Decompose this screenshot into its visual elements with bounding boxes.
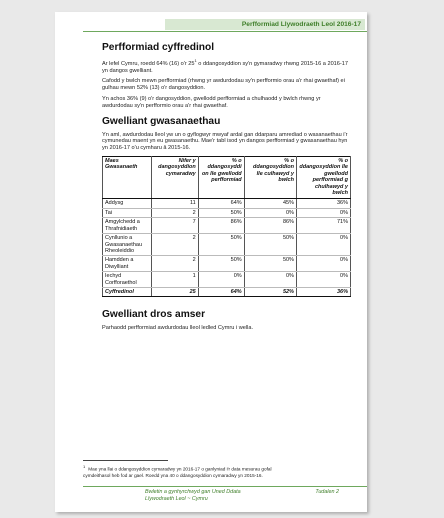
service-performance-table (102, 156, 351, 297)
footnote-rule (83, 460, 168, 461)
cell-narrowed: 50% (244, 234, 296, 256)
cell-improved: 50% (198, 256, 244, 272)
cell-improved: 50% (198, 208, 244, 217)
cell-count: 2 (152, 234, 198, 256)
cell-service: Amgylchedd a Thrafnidiaeth (103, 218, 152, 234)
paragraph-text: Ar lefel Cymru, roedd 64% (16) o'r 25 (102, 60, 195, 67)
cell-improved: 0% (198, 272, 244, 288)
footer-publisher-line-2: Llywodraeth Leol ~ Cymru (145, 495, 208, 502)
col-header-comparable-count: Nifer y dangosyddion cymaradwy (152, 157, 198, 199)
cell-both: 71% (296, 218, 350, 234)
footer-publisher-line-1: Bwletin a gynhyrchwyd gan Uned Ddata (145, 489, 241, 495)
table-row (103, 199, 351, 208)
table-header-row (103, 157, 351, 199)
cell-service: Iechyd Corfforaethol (103, 272, 152, 288)
col-header-improved-and-narrowed: % o ddangosyddion lle gwellodd perfformiad g chulhawyd y bwlch (296, 157, 350, 199)
heading-service-improvement: Gwelliant gwasanaethau (102, 115, 221, 127)
page-number: Tudalen 2 (315, 489, 339, 495)
cell-narrowed: 0% (244, 208, 296, 217)
cell-count: 1 (152, 272, 198, 288)
cell-service: Cynllunio a Gwasanaethau Rheoleiddio (103, 234, 152, 256)
cell-total-label: Cyffredinol (103, 287, 152, 296)
cell-service: Tai (103, 208, 152, 217)
table-row (103, 272, 351, 288)
paragraph-service-1: Yn aml, awdurdodau lleol yw un o gyflogwyr mwyaf ardal gan ddarparu amrediad o wasanaethau i'r cymunedau maent yn eu gwasanaethu. Mae'r tabl isod yn dangos perfformiad y gwasanaethau hyn yn 2016-17 o'u cymharu â 2015-16. (102, 131, 348, 152)
footer-publisher (145, 489, 241, 502)
cell-total-improved: 64% (198, 287, 244, 296)
col-header-service-area: Maes Gwasanaeth (103, 157, 152, 199)
footer-rule (83, 486, 367, 487)
cell-count: 2 (152, 256, 198, 272)
col-header-gap-narrowed: % o ddangosyddion lle culhawyd y bwlch (244, 157, 296, 199)
cell-total-count: 25 (152, 287, 198, 296)
cell-count: 7 (152, 218, 198, 234)
cell-total-narrowed: 52% (244, 287, 296, 296)
footnote-ref[interactable]: 1 (194, 58, 197, 63)
table-row (103, 234, 351, 256)
document-page (55, 12, 367, 512)
main-content (102, 38, 352, 336)
cell-narrowed: 86% (244, 218, 296, 234)
paragraph-over-time-1: Parhaodd perfformiad awdurdodau lleol ledled Cymru i wella. (102, 325, 254, 332)
header-rule (83, 31, 367, 32)
paragraph-overall-2: Cafodd y bwlch mewn perfformiad (rhwng yr awdurdodau sy'n perfformio orau a'r rhai gwaethaf) ei gulhau mewn 52% (13) o'r dangosyddion. (102, 78, 345, 92)
col-header-improved: % o ddangosyddi on lle gwellodd perfformiad (198, 157, 244, 199)
paragraph-overall-3: Yn achos 36% (9) o'r dangosyddion, gwellodd perfformiad a chulhaodd y bwlch rhwng yr awdurdodau sy'n perfformio orau a'r rhai gwaethaf. (102, 96, 321, 109)
cell-count: 2 (152, 208, 198, 217)
paragraph-overall-1 (102, 58, 352, 74)
paragraph-text: o ddangosyddion sy'n gymaradwy rhwng 2015-16 a 2016-17 yn dangos gwelliant. (102, 60, 348, 74)
table-row (103, 208, 351, 217)
cell-improved: 86% (198, 218, 244, 234)
footnote-line-2: cymdeithasol heb fod ar gael. Roedd yna 40 o ddangosyddion cymaradwy yn 2015-16. (83, 472, 263, 478)
cell-total-both: 36% (296, 287, 350, 296)
footnote-line-1 (83, 464, 361, 473)
running-header: Perfformiad Llywodraeth Leol 2016-17 (241, 21, 361, 28)
cell-service: Addysg (103, 199, 152, 208)
table-total-row (103, 287, 351, 296)
table-row (103, 218, 351, 234)
cell-improved: 64% (198, 199, 244, 208)
cell-improved: 50% (198, 234, 244, 256)
cell-service: Hamdden a Diwylliant (103, 256, 152, 272)
cell-both: 0% (296, 208, 350, 217)
cell-narrowed: 0% (244, 272, 296, 288)
cell-narrowed: 50% (244, 256, 296, 272)
cell-count: 11 (152, 199, 198, 208)
cell-both: 36% (296, 199, 350, 208)
cell-both: 0% (296, 256, 350, 272)
cell-both: 0% (296, 234, 350, 256)
heading-overall-performance: Perfformiad cyffredinol (102, 42, 215, 53)
heading-improvement-over-time: Gwelliant dros amser (102, 309, 206, 321)
cell-both: 0% (296, 272, 350, 288)
footnote-text: Mae yna llai o ddangosyddion cymaradwy yn 2016-17 o ganlyniad i'r data mesurau gofal (88, 466, 272, 472)
footnote-marker: 1 (83, 464, 86, 469)
footnote (83, 464, 361, 479)
table-row (103, 256, 351, 272)
cell-narrowed: 45% (244, 199, 296, 208)
